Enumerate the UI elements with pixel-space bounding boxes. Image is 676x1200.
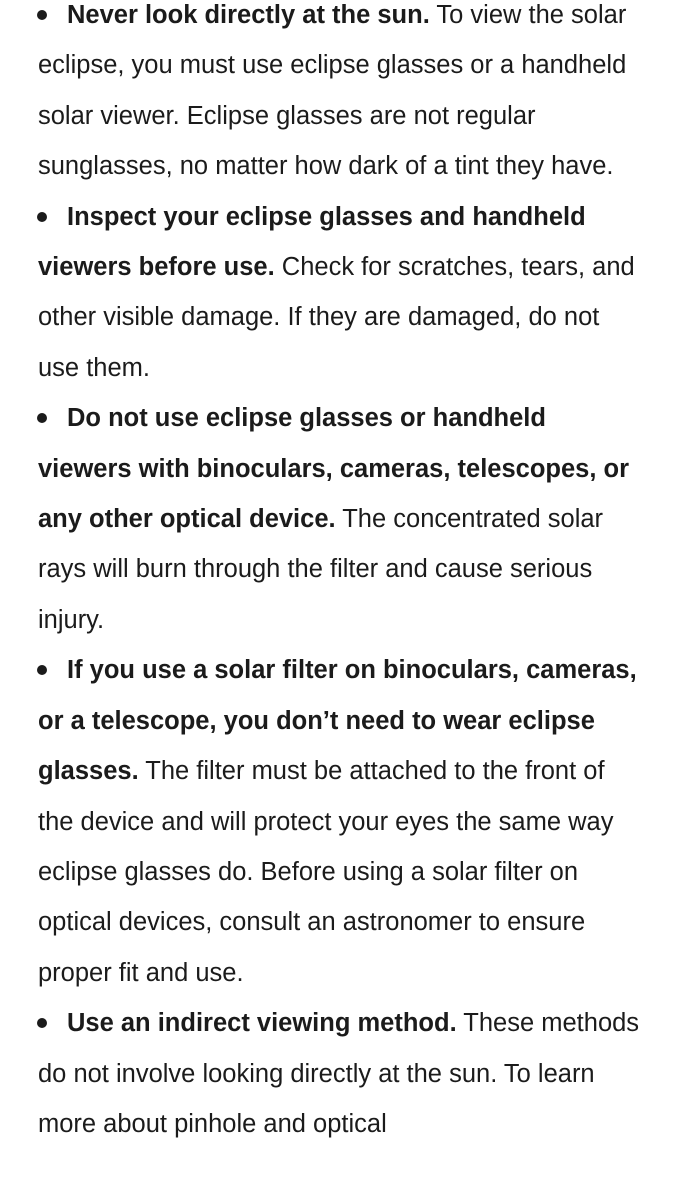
list-item [38,998,642,1149]
list-item [38,645,642,998]
article-content [38,0,642,1149]
bullet-icon [37,1018,47,1028]
tip-text: The concentrated solar rays will burn through the filter and cause serious injury. [38,505,604,634]
bullet-icon [37,212,47,222]
bullet-icon [37,665,47,675]
bullet-icon [37,10,47,20]
tip-heading: If you use a solar filter on binoculars, cameras, or a telescope, you don’t need to wear eclipse glasses. [38,656,637,786]
list-item [38,192,642,394]
eclipse-safety-list [38,0,642,1149]
bullet-icon [37,413,47,423]
tip-text: The filter must be attached to the front of the device and will protect your eyes the same way eclipse glasses do. Before using a solar filter on optical devices, consult an astronomer to ensure proper fit and use. [38,757,614,987]
tip-text: These methods do not involve looking directly at the sun. To learn more about pinhole and optical [38,1009,640,1138]
list-item [38,393,642,645]
tip-heading: Inspect your eclipse glasses and handheld viewers before use. [38,202,586,282]
tip-text: To view the solar eclipse, you must use eclipse glasses or a handheld solar viewer. Eclipse glasses are not regular sunglasses, no matter how dark of a tint they have. [38,1,627,181]
tip-heading: Never look directly at the sun. [67,1,430,29]
list-item [38,0,642,192]
tip-heading: Do not use eclipse glasses or handheld viewers with binoculars, cameras, telescopes, or any other optical device. [38,404,630,534]
tip-text: Check for scratches, tears, and other visible damage. If they are damaged, do not use them. [38,253,635,382]
tip-heading: Use an indirect viewing method. [67,1009,457,1038]
